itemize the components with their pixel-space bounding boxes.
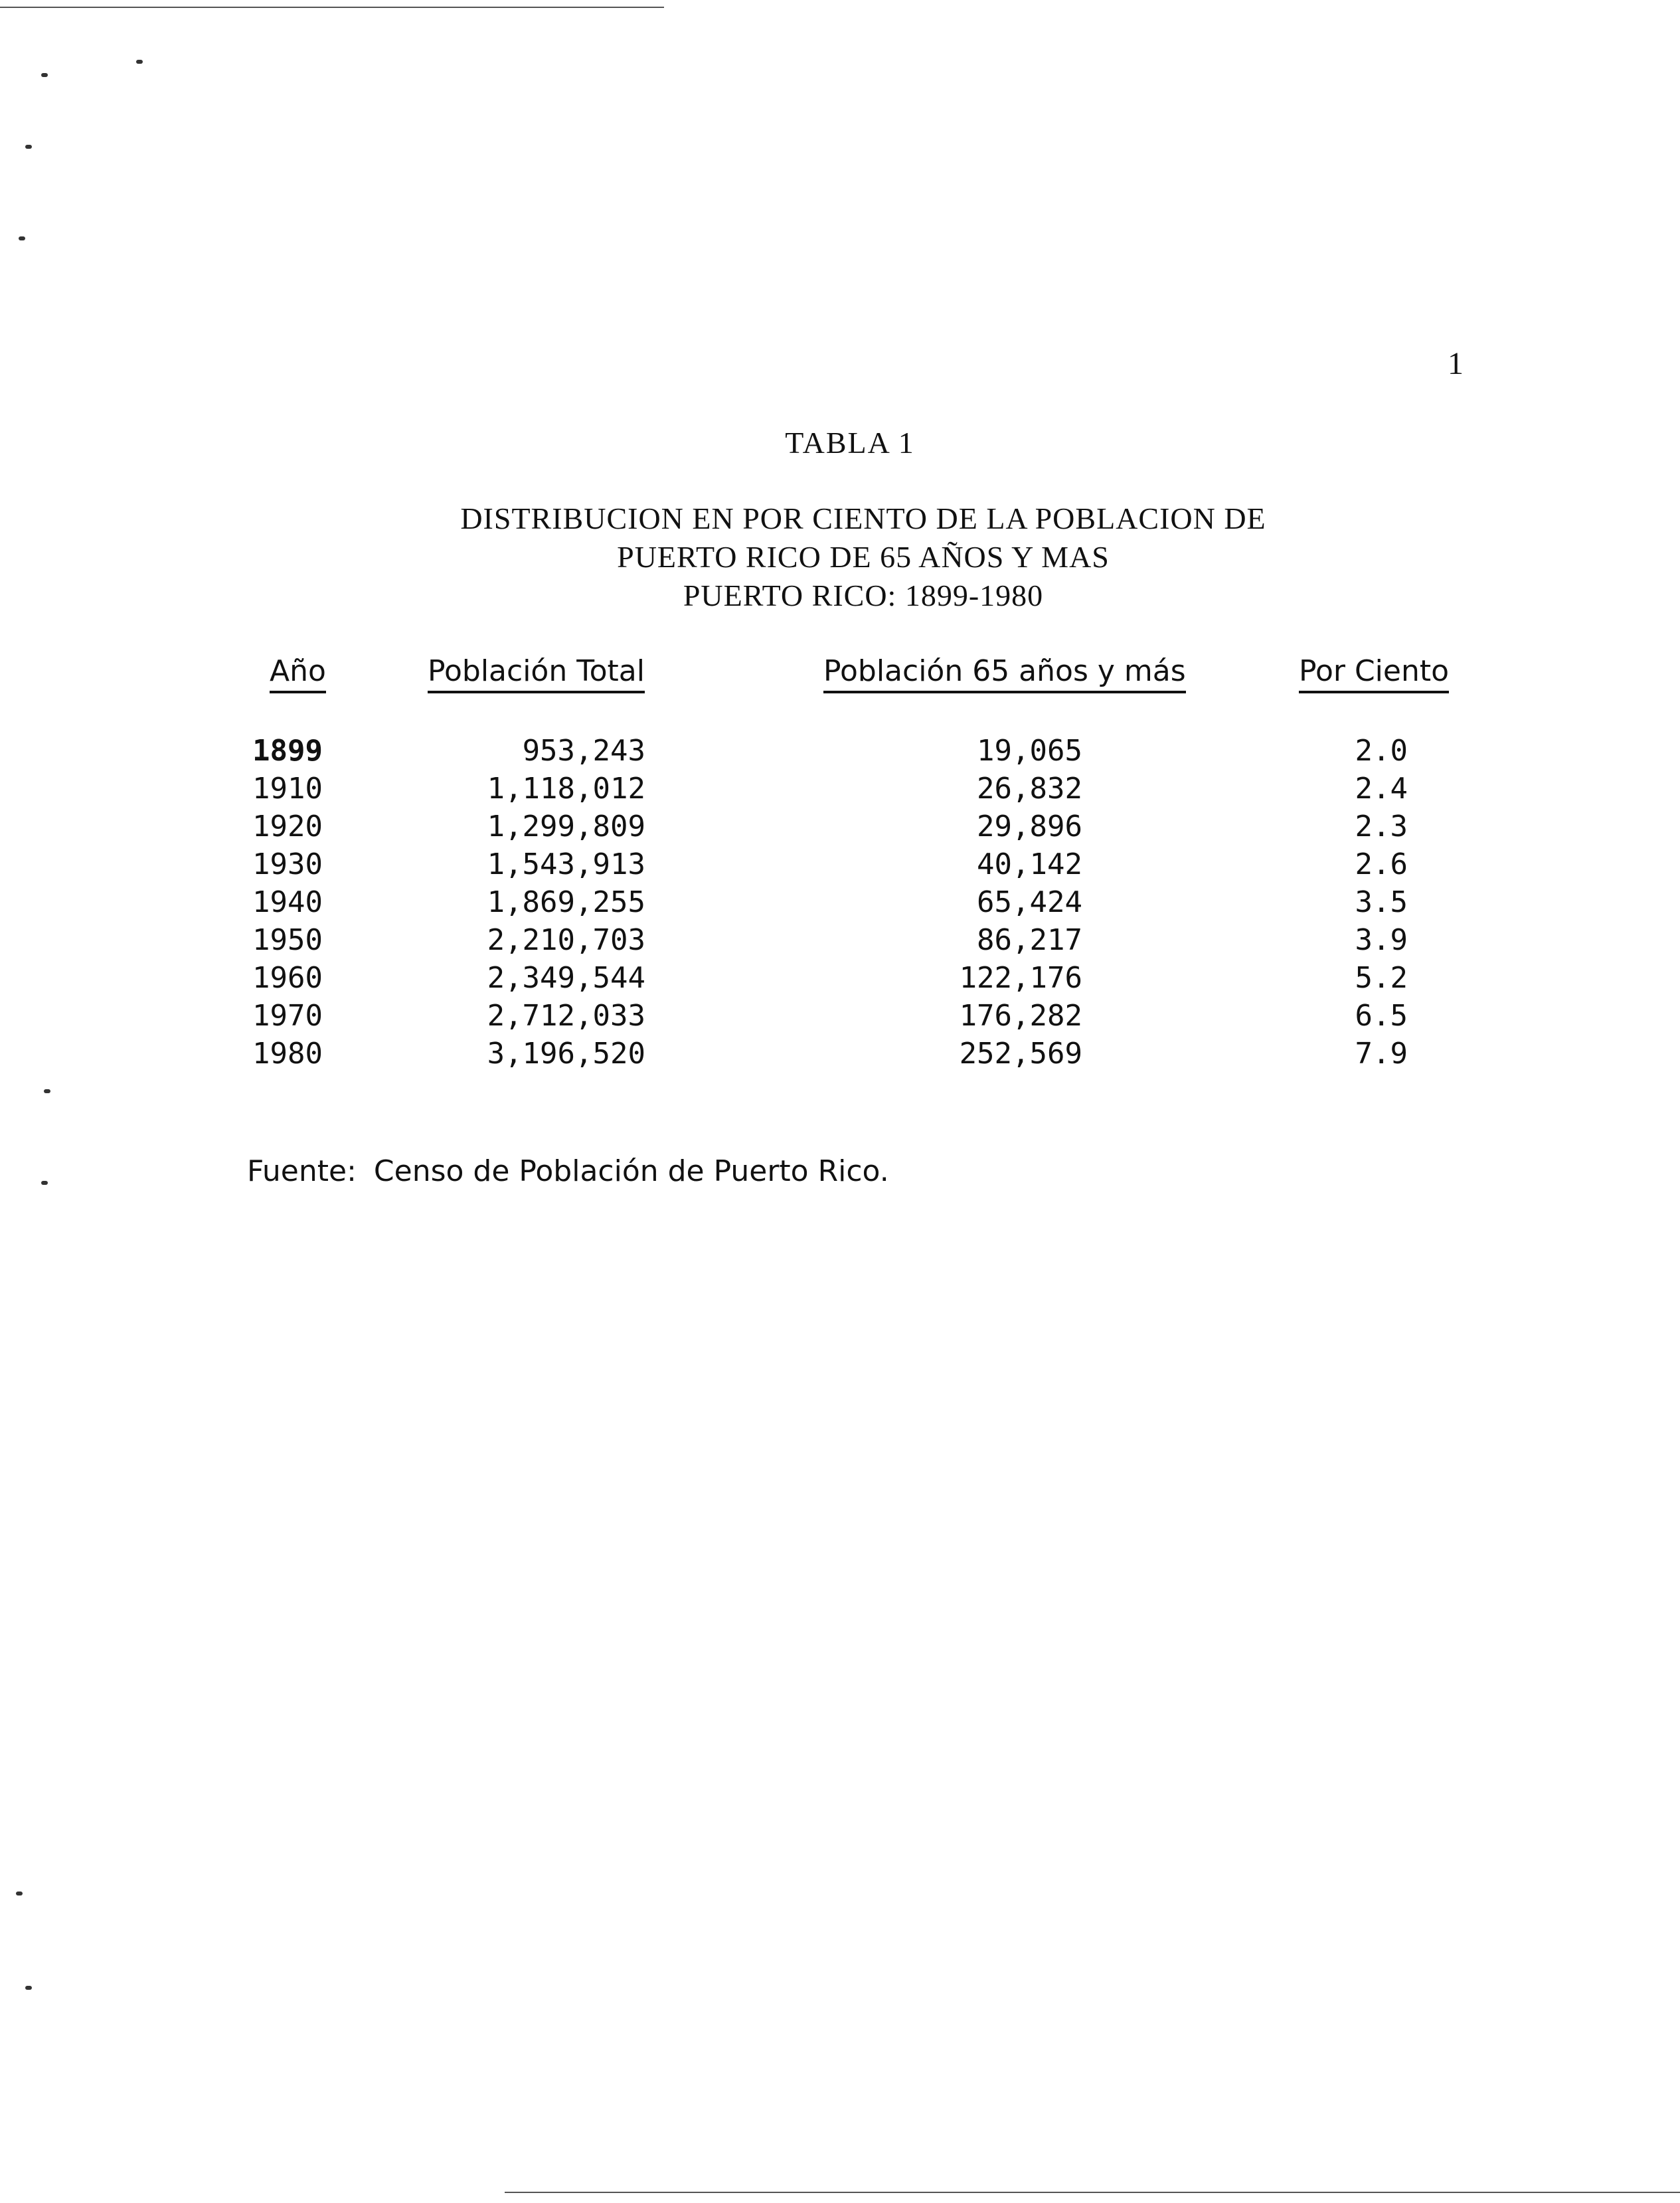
table-row	[0, 847, 1680, 885]
column-header-population-65: Población 65 años y más	[823, 654, 1186, 693]
table-row	[0, 772, 1680, 810]
table-row	[0, 885, 1680, 923]
table-label: TABLA 1	[785, 426, 915, 460]
cell-population-65: 19,065	[977, 734, 1082, 768]
title-line: DISTRIBUCION EN POR CIENTO DE LA POBLACION DE	[460, 501, 1266, 535]
cell-total-population: 1,299,809	[487, 810, 645, 843]
table-row	[0, 810, 1680, 847]
cell-percent: 2.6	[1355, 847, 1408, 881]
cell-total-population: 1,543,913	[487, 847, 645, 881]
table-title	[0, 499, 1680, 615]
data-table-body	[0, 734, 1680, 1075]
column-header-total-population: Población Total	[428, 654, 645, 693]
cell-percent: 6.5	[1355, 999, 1408, 1033]
cell-population-65: 29,896	[977, 810, 1082, 843]
title-line: PUERTO RICO: 1899-1980	[683, 578, 1044, 612]
cell-percent: 3.5	[1355, 885, 1408, 919]
cell-total-population: 2,210,703	[487, 923, 645, 957]
cell-year: 1899	[252, 734, 323, 768]
table-row	[0, 1037, 1680, 1075]
table-row	[0, 999, 1680, 1037]
title-line: PUERTO RICO DE 65 AÑOS Y MAS	[617, 540, 1110, 574]
cell-population-65: 252,569	[959, 1037, 1082, 1071]
cell-year: 1980	[252, 1037, 323, 1071]
cell-population-65: 122,176	[959, 961, 1082, 995]
cell-total-population: 2,712,033	[487, 999, 645, 1033]
column-header-percent: Por Ciento	[1299, 654, 1449, 693]
scan-speck	[16, 1892, 23, 1895]
cell-year: 1970	[252, 999, 323, 1033]
cell-percent: 7.9	[1355, 1037, 1408, 1071]
cell-year: 1950	[252, 923, 323, 957]
cell-percent: 2.4	[1355, 772, 1408, 806]
cell-total-population: 1,869,255	[487, 885, 645, 919]
table-row	[0, 923, 1680, 961]
cell-total-population: 1,118,012	[487, 772, 645, 806]
cell-year: 1920	[252, 810, 323, 843]
table-row	[0, 961, 1680, 999]
scan-edge-bottom	[505, 2192, 1680, 2193]
cell-population-65: 26,832	[977, 772, 1082, 806]
scan-speck	[44, 1089, 50, 1093]
cell-total-population: 2,349,544	[487, 961, 645, 995]
page-number: 1	[1448, 346, 1464, 381]
cell-year: 1910	[252, 772, 323, 806]
cell-percent: 5.2	[1355, 961, 1408, 995]
cell-population-65: 176,282	[959, 999, 1082, 1033]
cell-percent: 3.9	[1355, 923, 1408, 957]
cell-percent: 2.0	[1355, 734, 1408, 768]
cell-population-65: 86,217	[977, 923, 1082, 957]
cell-total-population: 3,196,520	[487, 1037, 645, 1071]
scan-speck	[41, 1181, 48, 1185]
cell-year: 1960	[252, 961, 323, 995]
source-label: Fuente:	[247, 1154, 357, 1188]
table-row	[0, 734, 1680, 772]
cell-year: 1930	[252, 847, 323, 881]
scan-speck	[25, 145, 32, 149]
cell-population-65: 40,142	[977, 847, 1082, 881]
scan-edge-top	[0, 7, 664, 8]
scan-speck	[19, 236, 25, 240]
source-note	[247, 1154, 906, 1188]
scan-speck	[41, 73, 48, 77]
cell-percent: 2.3	[1355, 810, 1408, 843]
scan-speck	[136, 60, 143, 64]
source-text: Censo de Población de Puerto Rico.	[373, 1154, 889, 1188]
scan-speck	[25, 1986, 32, 1990]
cell-year: 1940	[252, 885, 323, 919]
column-header-year: Año	[270, 654, 326, 693]
cell-total-population: 953,243	[522, 734, 645, 768]
cell-population-65: 65,424	[977, 885, 1082, 919]
